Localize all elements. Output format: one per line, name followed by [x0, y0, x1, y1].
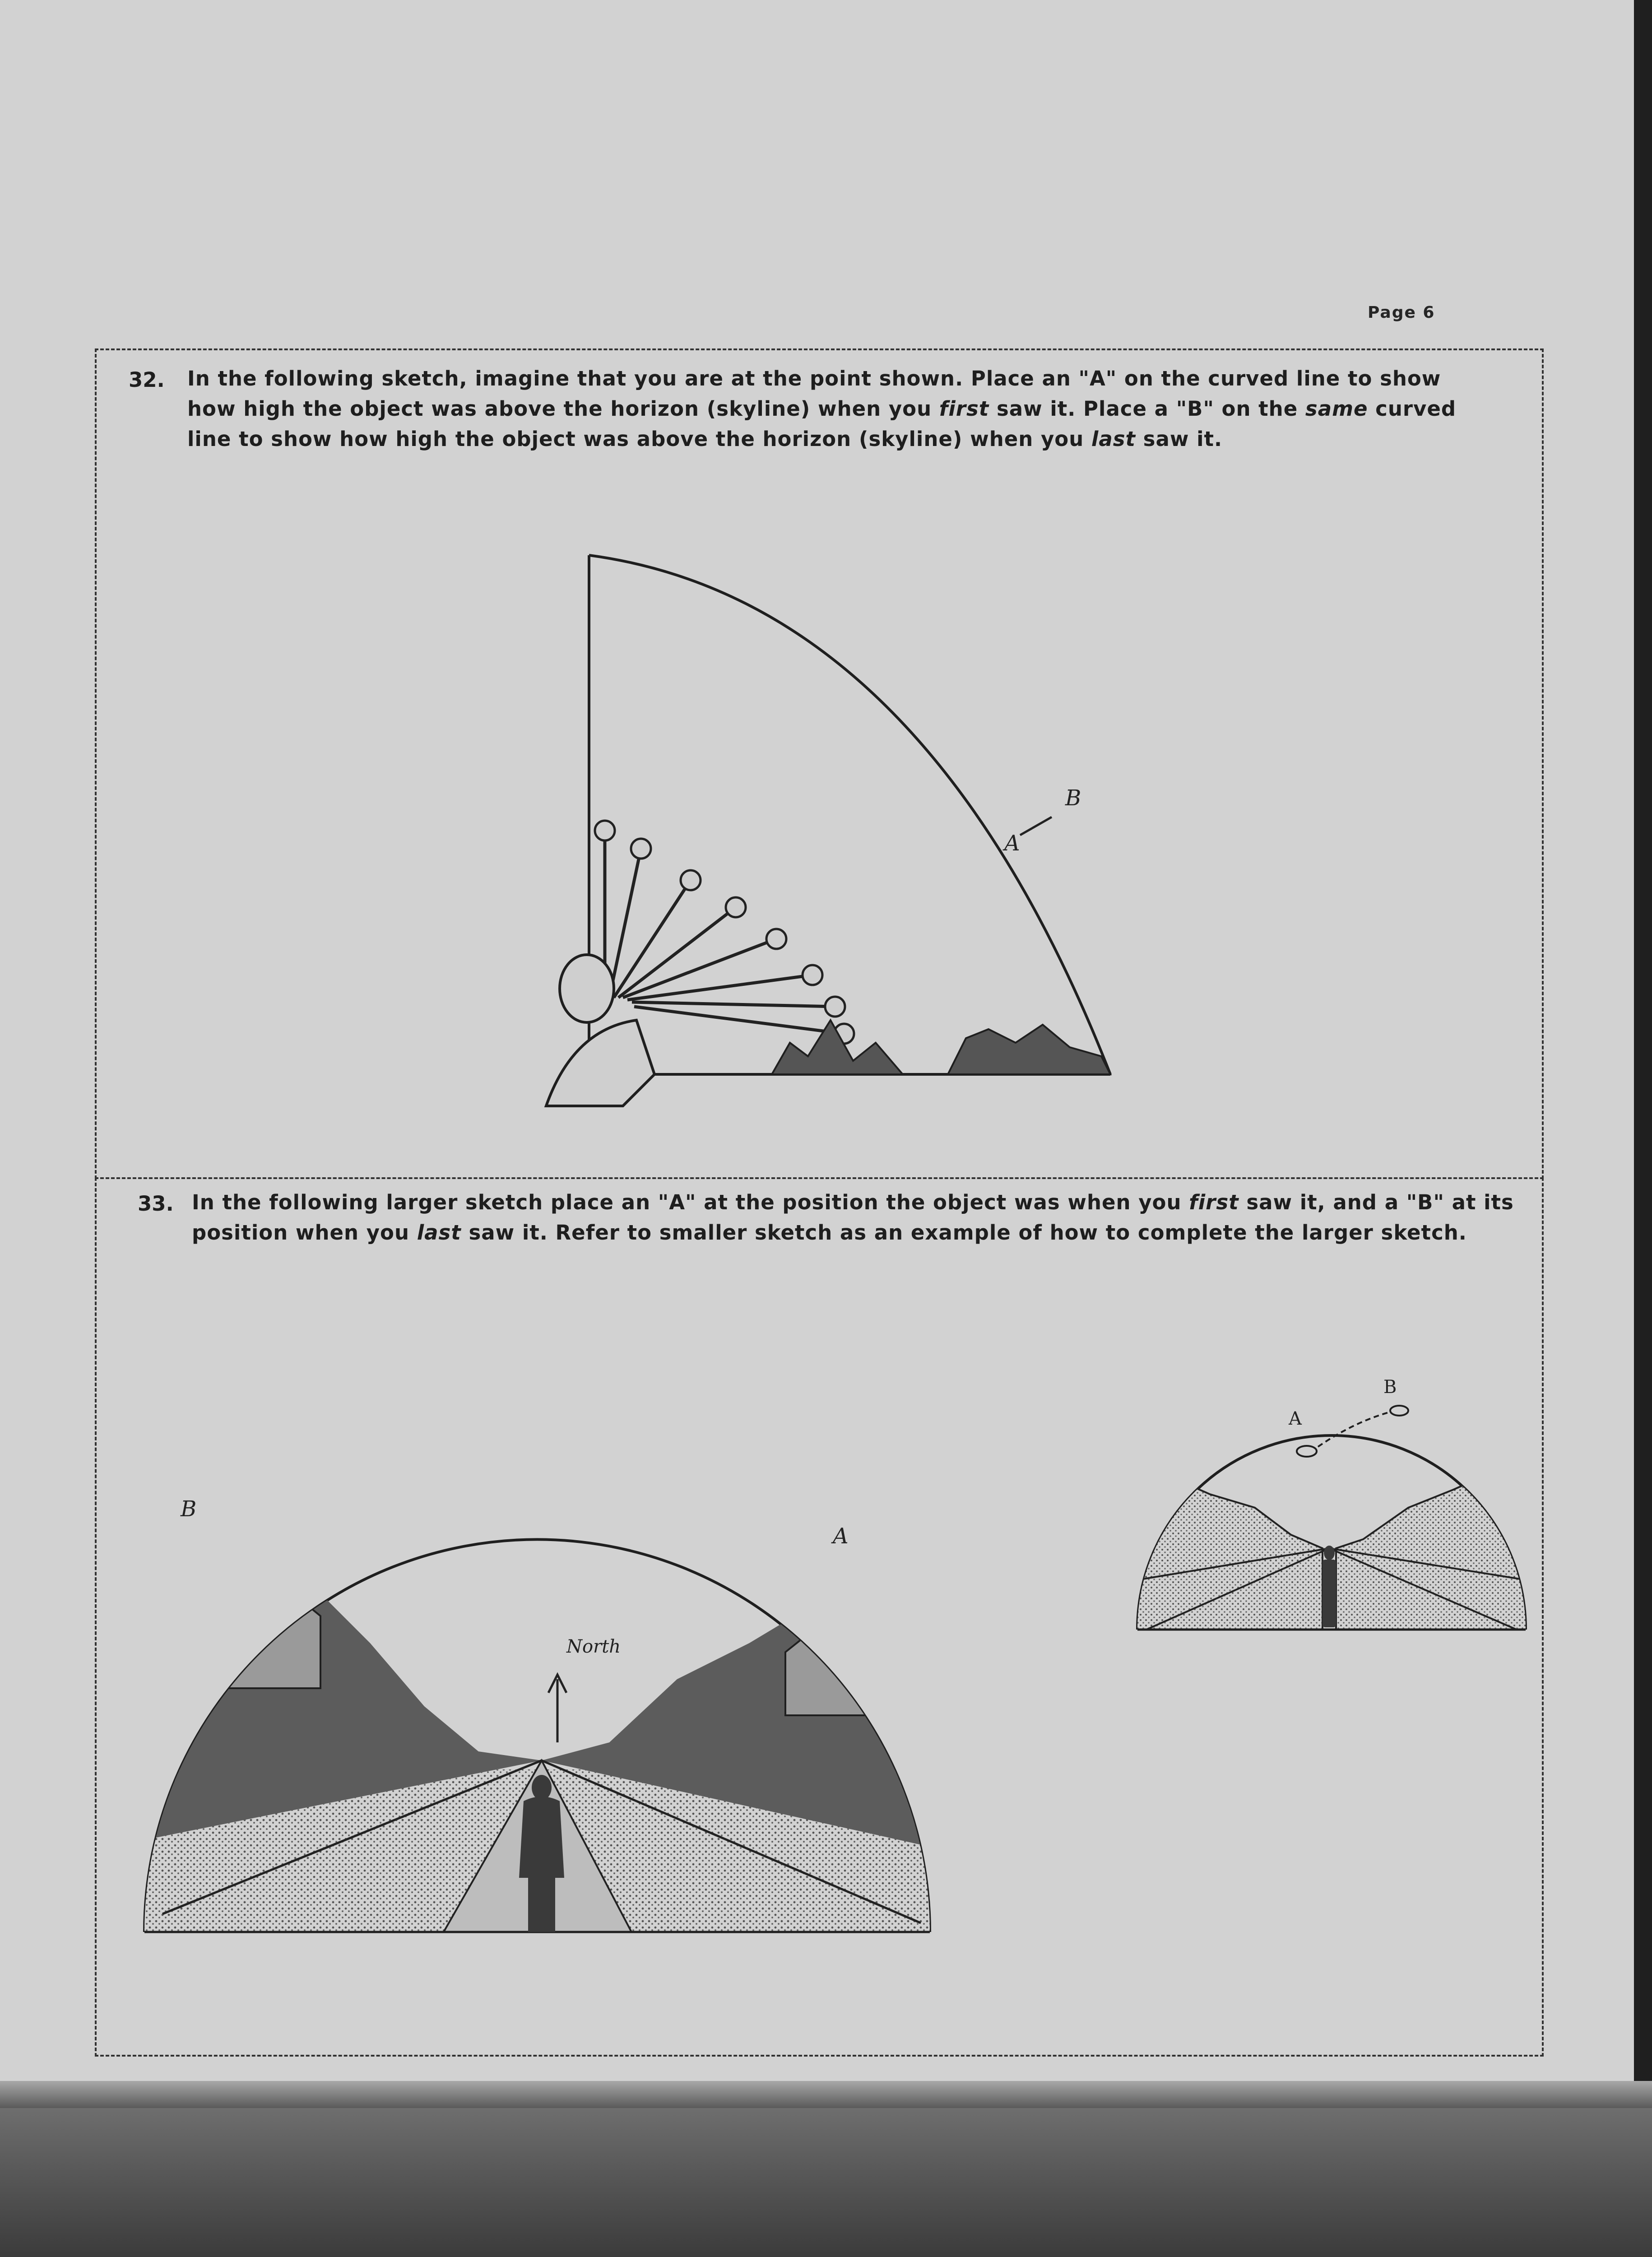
example-man — [1323, 1546, 1336, 1627]
example-left-trees — [1128, 1463, 1323, 1630]
q32-arc-sketch — [519, 542, 1128, 1128]
q32-handwritten-b: B — [1065, 785, 1081, 811]
q32-arc-outline — [589, 555, 1110, 1074]
q33-handwritten-b: B — [181, 1496, 197, 1522]
example-label-b: B — [1383, 1377, 1397, 1398]
q33-north-arrow — [548, 1675, 566, 1742]
q33-handwritten-a: A — [833, 1523, 849, 1549]
q33-first-word: first — [1189, 1190, 1239, 1214]
q33-text-part3: saw it. Refer to smaller sketch as an example of how to complete the larger sketch. — [461, 1221, 1467, 1245]
q32-handwritten-a: A — [1004, 831, 1020, 856]
q32-text-part2: saw it. Place a "B" on the — [989, 397, 1305, 421]
q33-north-label: North — [566, 1636, 621, 1657]
example-object-a — [1297, 1446, 1317, 1457]
q32-text-part4: saw it. — [1136, 427, 1223, 451]
q32-hands — [595, 821, 854, 1044]
q32-same-word: same — [1305, 397, 1368, 421]
q32-man-figure — [546, 955, 654, 1106]
q32-skyline — [772, 1020, 1110, 1074]
film-background — [0, 2108, 1652, 2257]
question-32-text — [187, 363, 1496, 454]
example-label-a: A — [1289, 1408, 1302, 1429]
page-shadow — [0, 2081, 1652, 2108]
example-object-b — [1390, 1406, 1408, 1416]
page-number: Page 6 — [1368, 303, 1435, 322]
q33-text-part2: saw it, and a "B" at its position when you — [192, 1190, 1514, 1245]
q32-text-part1: In the following sketch, imagine that you are at the point shown. Place an "A" on the curved line to show how high the object was above the horizon (skyline) when you — [187, 367, 1441, 421]
question-33-number: 33. — [138, 1192, 174, 1216]
q32-handwritten-mark — [1020, 817, 1052, 835]
q33-text-part1: In the following larger sketch place an "A" at the position the object was when you — [192, 1190, 1189, 1214]
question-32-number: 32. — [129, 368, 165, 392]
q32-text-part3: curved line to show how high the object was above the horizon (skyline) when you — [187, 397, 1457, 451]
q32-last-word: last — [1091, 427, 1136, 451]
q33-example-sketch — [1128, 1359, 1535, 1652]
q32-first-word: first — [939, 397, 989, 421]
q33-last-word: last — [417, 1221, 461, 1245]
question-33-text — [192, 1187, 1528, 1248]
q33-large-sketch — [135, 1363, 948, 1950]
q32-pointing-arms — [605, 831, 844, 1034]
